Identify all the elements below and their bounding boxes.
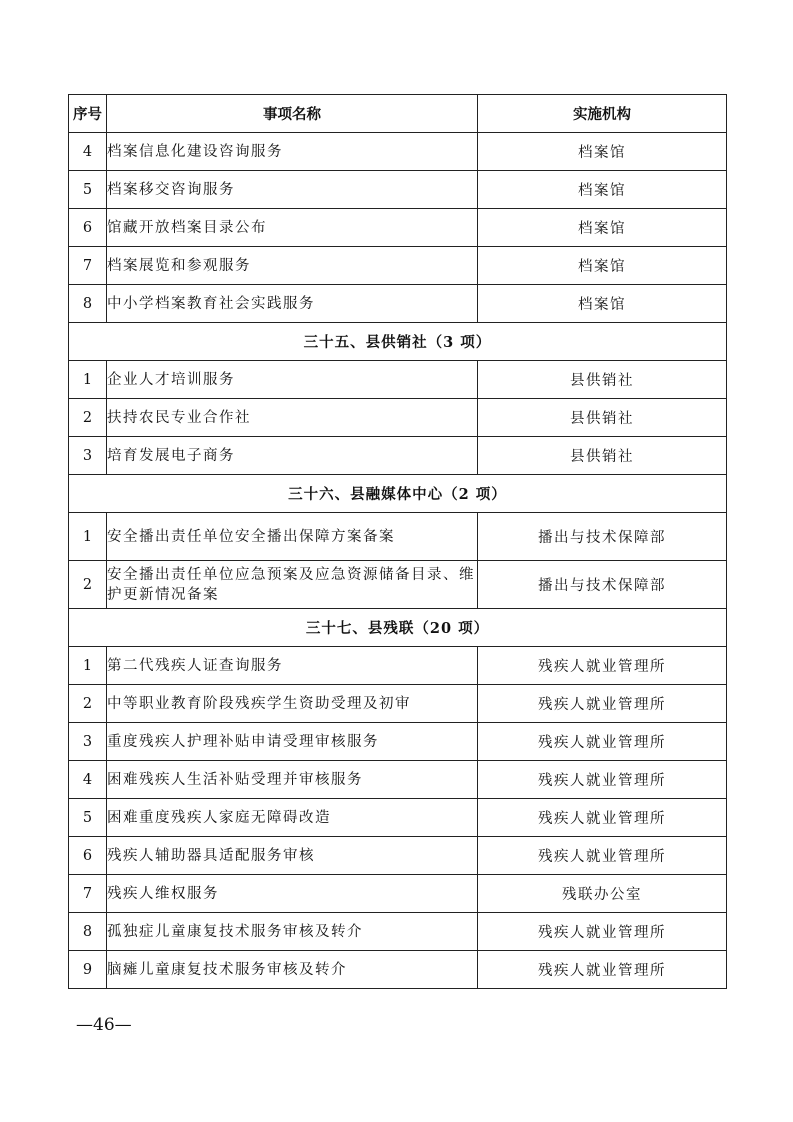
item-org: 档案馆 xyxy=(478,285,727,323)
table-row xyxy=(69,913,727,951)
table-row xyxy=(69,133,727,171)
service-items-table xyxy=(68,94,727,989)
table-row xyxy=(69,647,727,685)
item-org: 残疾人就业管理所 xyxy=(478,647,727,685)
item-name: 中小学档案教育社会实践服务 xyxy=(107,285,478,323)
item-org: 残联办公室 xyxy=(478,875,727,913)
table-row xyxy=(69,399,727,437)
item-number: 3 xyxy=(69,723,107,761)
item-name: 困难残疾人生活补贴受理并审核服务 xyxy=(107,761,478,799)
item-org: 档案馆 xyxy=(478,133,727,171)
item-name: 中等职业教育阶段残疾学生资助受理及初审 xyxy=(107,685,478,723)
item-number: 1 xyxy=(69,647,107,685)
item-name: 企业人才培训服务 xyxy=(107,361,478,399)
table-row xyxy=(69,951,727,989)
table-row xyxy=(69,799,727,837)
item-number: 9 xyxy=(69,951,107,989)
item-number: 8 xyxy=(69,285,107,323)
item-org: 档案馆 xyxy=(478,171,727,209)
item-name: 培育发展电子商务 xyxy=(107,437,478,475)
header-org: 实施机构 xyxy=(478,95,727,133)
page-number: —46— xyxy=(76,1015,132,1035)
item-name: 档案移交咨询服务 xyxy=(107,171,478,209)
item-name: 残疾人辅助器具适配服务审核 xyxy=(107,837,478,875)
item-name: 安全播出责任单位安全播出保障方案备案 xyxy=(107,513,478,561)
item-name: 扶持农民专业合作社 xyxy=(107,399,478,437)
item-number: 1 xyxy=(69,361,107,399)
item-number: 7 xyxy=(69,247,107,285)
table-row xyxy=(69,513,727,561)
section-header-row xyxy=(69,323,727,361)
item-number: 6 xyxy=(69,837,107,875)
item-name: 安全播出责任单位应急预案及应急资源储备目录、维护更新情况备案 xyxy=(107,561,478,609)
item-number: 5 xyxy=(69,799,107,837)
table-row xyxy=(69,837,727,875)
item-name: 档案展览和参观服务 xyxy=(107,247,478,285)
section-title: 三十六、县融媒体中心（2 项） xyxy=(69,475,727,513)
item-number: 4 xyxy=(69,133,107,171)
table-row xyxy=(69,361,727,399)
item-name: 馆藏开放档案目录公布 xyxy=(107,209,478,247)
table-row xyxy=(69,171,727,209)
section-header-row xyxy=(69,609,727,647)
table-body xyxy=(69,133,727,989)
item-name: 重度残疾人护理补贴申请受理审核服务 xyxy=(107,723,478,761)
item-number: 6 xyxy=(69,209,107,247)
table-row xyxy=(69,247,727,285)
item-number: 1 xyxy=(69,513,107,561)
item-number: 3 xyxy=(69,437,107,475)
item-org: 残疾人就业管理所 xyxy=(478,913,727,951)
section-header-row xyxy=(69,475,727,513)
item-name: 孤独症儿童康复技术服务审核及转介 xyxy=(107,913,478,951)
item-org: 档案馆 xyxy=(478,247,727,285)
item-name: 脑瘫儿童康复技术服务审核及转介 xyxy=(107,951,478,989)
item-org: 残疾人就业管理所 xyxy=(478,723,727,761)
item-org: 县供销社 xyxy=(478,437,727,475)
item-org: 播出与技术保障部 xyxy=(478,513,727,561)
header-name: 事项名称 xyxy=(107,95,478,133)
section-title: 三十五、县供销社（3 项） xyxy=(69,323,727,361)
item-number: 2 xyxy=(69,685,107,723)
item-name: 第二代残疾人证查询服务 xyxy=(107,647,478,685)
table-row xyxy=(69,561,727,609)
item-org: 残疾人就业管理所 xyxy=(478,799,727,837)
item-number: 2 xyxy=(69,399,107,437)
item-number: 8 xyxy=(69,913,107,951)
table-row xyxy=(69,437,727,475)
item-number: 4 xyxy=(69,761,107,799)
item-name: 困难重度残疾人家庭无障碍改造 xyxy=(107,799,478,837)
table-row xyxy=(69,285,727,323)
table-row xyxy=(69,761,727,799)
item-org: 档案馆 xyxy=(478,209,727,247)
table-row xyxy=(69,685,727,723)
item-org: 县供销社 xyxy=(478,361,727,399)
header-no: 序号 xyxy=(69,95,107,133)
item-name: 档案信息化建设咨询服务 xyxy=(107,133,478,171)
item-number: 2 xyxy=(69,561,107,609)
item-number: 5 xyxy=(69,171,107,209)
item-name: 残疾人维权服务 xyxy=(107,875,478,913)
section-title: 三十七、县残联（20 项） xyxy=(69,609,727,647)
item-org: 残疾人就业管理所 xyxy=(478,837,727,875)
item-org: 播出与技术保障部 xyxy=(478,561,727,609)
table-header-row xyxy=(69,95,727,133)
table-row xyxy=(69,875,727,913)
item-org: 残疾人就业管理所 xyxy=(478,685,727,723)
table-row xyxy=(69,209,727,247)
item-org: 残疾人就业管理所 xyxy=(478,761,727,799)
item-org: 县供销社 xyxy=(478,399,727,437)
table-row xyxy=(69,723,727,761)
item-number: 7 xyxy=(69,875,107,913)
item-org: 残疾人就业管理所 xyxy=(478,951,727,989)
